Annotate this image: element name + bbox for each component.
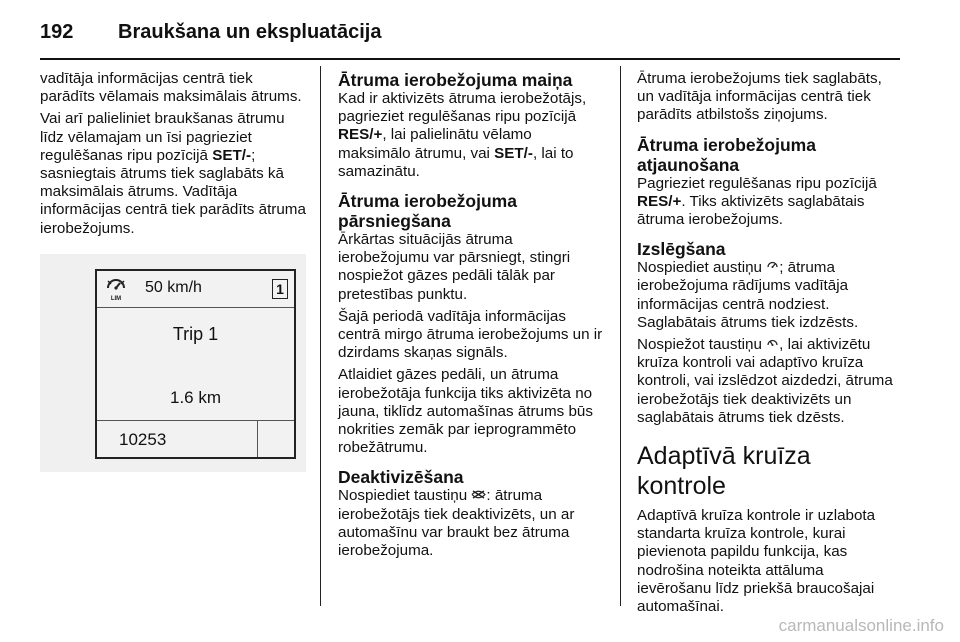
display-divider [257,421,258,457]
paragraph: Nospiežot taustiņu , lai aktivizētu kruīza kontroli vai adaptīvo kruīza kontroli, vai izslēdzot aizdedzi, ātruma ierobežotājs tiek deaktivizēts un saglabātais ātrums tiek dzēsts. [637,336,893,426]
display-gear: 1 [272,279,288,299]
paragraph: Nospiediet austiņu ; ātruma ierobežojuma rādījums vadītāja informācijas centrā nodziest. Saglabātais ātrums tiek izdzēsts. [637,259,859,331]
paragraph: Ārkārtas situācijās ātruma ierobežojumu var pārsniegt, stingri nospiežot gāzes pedāli tālāk par pretestības punktu. [338,231,571,303]
paragraph: Kad ir aktivizēts ātruma ierobežotājs, pagrieziet regulēšanas ripu pozīcijā RES/+, lai palielinātu vēlamo maksimālo ātrumu, vai SET/-, lai to samazinātu. [338,90,587,180]
page-number: 192 [40,21,74,43]
display-speed: 50 km/h [145,278,202,296]
cancel-switch-icon [471,487,486,505]
display-odometer: 10253 [119,429,167,449]
section-heading: Ātruma ierobežojuma atjaunošana [637,134,816,175]
page-header [40,14,925,54]
paragraph: Atlaidiet gāzes pedāli, un ātruma ierobežotāja funkcija tiks aktivizēta no jauna, tiklīdz automašīnas ātrums būs nokrities zemāk par ieprogrammēto robežātrumu. [338,366,593,457]
paragraph: Nospiediet taustiņu : ātruma ierobežotājs tiek deaktivizēts, un ar automašīnu var braukt bez ātruma ierobežojuma. [338,487,575,560]
column-3 [637,70,899,620]
column-2 [338,70,608,564]
section-heading: Ātruma ierobežojuma maiņa [338,70,573,90]
paragraph: Pagrieziet regulēšanas ripu pozīcijā RES/+. Tiks aktivizēts saglabātais ātruma ierobežojums. [637,174,877,229]
display-distance: 1.6 km [169,387,222,407]
paragraph: Šajā periodā vadītāja informācijas centrā mirgo ātruma ierobežojums un ir dzirdams skaņas signāls. [338,307,603,362]
display-trip: Trip 1 [172,323,219,344]
display-frame [95,269,296,459]
speed-limiter-icon [105,275,127,303]
paragraph: Adaptīvā kruīza kontrole ir uzlabota standarta kruīza kontrole, kurai pievienota papildu funkcija, kas nodrošina noteikta attāluma ievērošanu līdz priekšā braucošajai automašīnai. [637,507,876,616]
svg-text:LIM: LIM [110,295,122,302]
header-rule [40,58,900,60]
column-1 [40,70,308,472]
paragraph: vadītāja informācijas centrā tiek parādīts vēlamais maksimālais ātrums. [40,70,302,106]
set-label: SET/- [212,146,252,164]
section-heading: Deaktivizēšana [338,467,464,488]
driver-info-display-figure [40,254,306,472]
column-divider [320,66,321,606]
display-top-row [97,271,294,308]
display-bottom-row [97,420,294,457]
chapter-title: Braukšana un ekspluatācija [118,21,382,43]
cruise-control-icon [766,336,779,354]
paragraph: Vai arī palieliniet braukšanas ātrumu līdz vēlamajam un īsi pagrieziet regulēšanas ripu pozīcijā SET/-; sasniegtais ātrums tiek saglabāts kā maksimālais ātrums. Vadītāja informācijas centrā tiek parādīts ātruma ierobežojums. [40,110,306,237]
column-divider [620,66,621,606]
main-section-heading: Adaptīvā kruīza kontrole [637,442,811,501]
paragraph: Ātruma ierobežojums tiek saglabāts, un vadītāja informācijas centrā tiek parādīts atbilstošs ziņojums. [637,70,882,124]
section-heading: Izslēgšana [637,239,726,260]
speed-limiter-icon [766,259,779,277]
watermark: carmanualsonline.info [778,616,944,635]
section-heading: Ātruma ierobežojuma pārsniegšana [338,191,517,232]
